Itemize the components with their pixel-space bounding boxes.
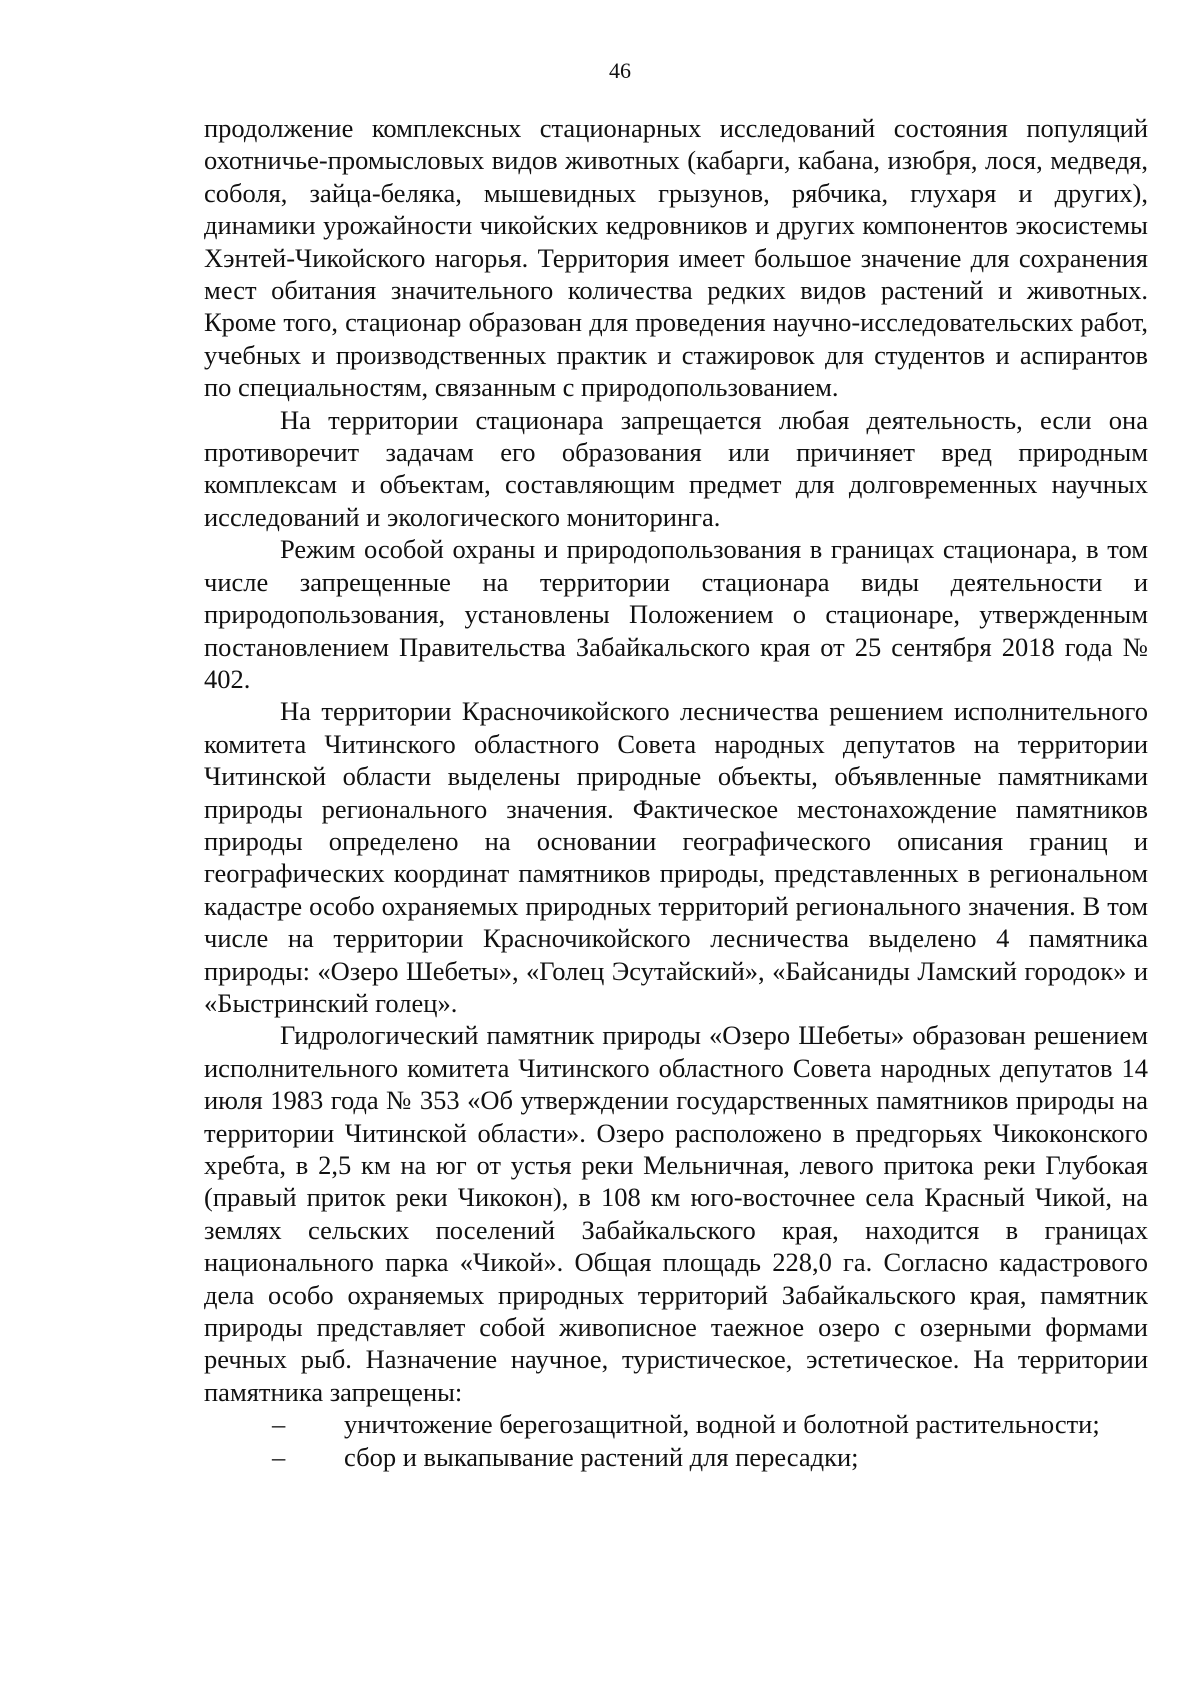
- paragraph-research-station: продолжение комплексных стационарных исследований состояния популяций охотничье-промысловых видов животных (кабарги, кабана, изюбря, лося, медведя, соболя, зайца-беляка, мышевидных грызунов, рябчика, глухаря и других), динамики урожайности чикойских кедровников и других компонентов экосистемы Хэнтей-Чикойского нагорья. Территория имеет большое значение для сохранения мест обитания значительного количества редких видов растений и животных. Кроме того, стационар образован для проведения научно-исследовательских работ, учебных и производственных практик и стажировок для студентов и аспирантов по специальностям, связанным с природопользованием.: [204, 113, 1148, 403]
- list-item: [204, 1441, 1148, 1473]
- paragraph-prohibited-activity: На территории стационара запрещается любая деятельность, если она противоречит задачам его образования или причиняет вред природным комплексам и объектам, составляющим предмет для долговременных научных исследований и экологического мониторинга.: [204, 404, 1148, 532]
- paragraph-nature-monuments: На территории Красночикойского лесничества решением исполнительного комитета Читинского областного Совета народных депутатов на территории Читинской области выделены природные объекты, объявленные памятниками природы регионального значения. Фактическое местонахождение памятников природы определено на основании географического описания границ и географических координат памятников природы, представленных в региональном кадастре особо охраняемых природных территорий регионального значения. В том числе на территории Красночикойского лесничества выделено 4 памятника природы: «Озеро Шебеты», «Голец Эсутайский», «Байсаниды Ламский городок» и «Быстринский голец».: [204, 696, 1148, 1018]
- paragraph-lake-shebety: Гидрологический памятник природы «Озеро Шебеты» образован решением исполнительного комитета Читинского областного Совета народных депутатов 14 июля 1983 года № 353 «Об утверждении государственных памятников природы на территории Читинской области». Озеро расположено в предгорьях Чикоконского хребта, в 2,5 км на юг от устья реки Мельничная, левого притока реки Глубокая (правый приток реки Чикокон), в 108 км юго-восточнее села Красный Чикой, на землях сельских поселений Забайкальского края, находится в границах национального парка «Чикой». Общая площадь 228,0 га. Согласно кадастрового дела особо охраняемых природных территорий Забайкальского края, памятник природы представляет собой живописное таежное озеро с озерными формами речных рыб. Назначение научное, туристическое, эстетическое. На территории памятника запрещены:: [204, 1020, 1148, 1407]
- paragraph-protection-regime: Режим особой охраны и природопользования в границах стационара, в том числе запрещенные на территории стационара виды деятельности и природопользования, установлены Положением о стационаре, утвержденным постановлением Правительства Забайкальского края от 25 сентября 2018 года № 402.: [204, 534, 1148, 694]
- list-item: [204, 1408, 1148, 1440]
- document-body: [204, 112, 1148, 1473]
- list-item-text: сбор и выкапывание растений для пересадки;: [344, 1441, 859, 1472]
- list-item-text: уничтожение берегозащитной, водной и болотной растительности;: [344, 1409, 1100, 1440]
- dash-marker: –: [272, 1441, 286, 1472]
- page-number: 46: [609, 58, 631, 83]
- dash-marker: –: [272, 1409, 286, 1440]
- prohibitions-list: [204, 1408, 1148, 1473]
